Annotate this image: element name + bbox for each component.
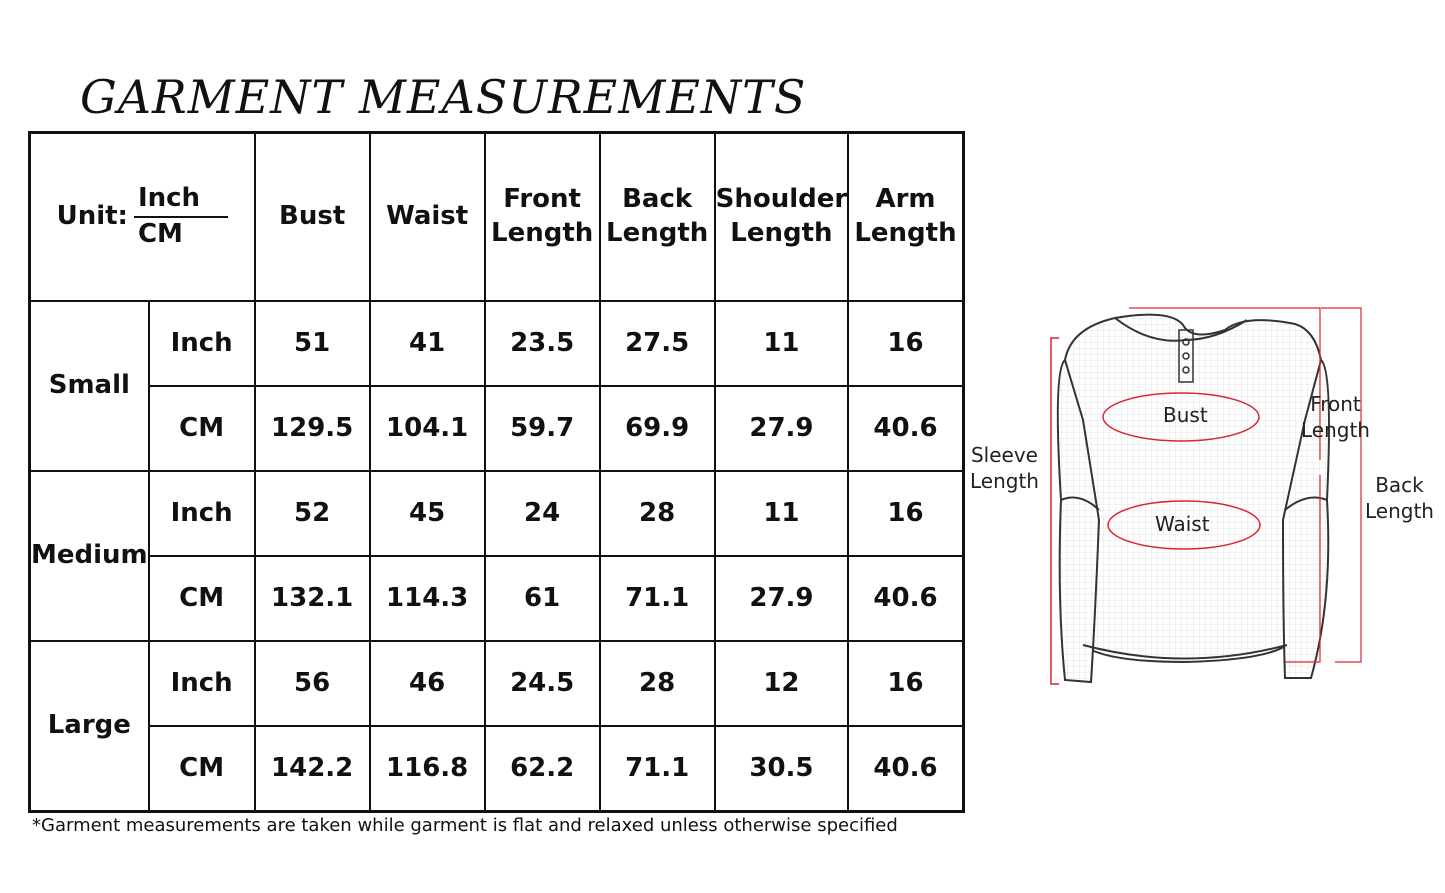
value-cell: 27.9 — [715, 556, 849, 641]
page-title: GARMENT MEASUREMENTS — [80, 70, 807, 124]
value-cell: 116.8 — [370, 726, 485, 812]
table-row — [30, 301, 964, 386]
value-cell: 40.6 — [848, 726, 963, 812]
unit-inch-label: Inch — [134, 182, 228, 218]
garment-diagram — [965, 300, 1445, 700]
unit-header-cell — [30, 133, 255, 302]
value-cell: 27.5 — [600, 301, 715, 386]
header-front-length: Front Length — [485, 133, 600, 302]
value-cell: 52 — [255, 471, 370, 556]
unit-cell: Inch — [149, 301, 255, 386]
value-cell: 56 — [255, 641, 370, 726]
value-cell: 28 — [600, 641, 715, 726]
value-cell: 40.6 — [848, 556, 963, 641]
waist-label: Waist — [1155, 512, 1210, 536]
header-back-length: Back Length — [600, 133, 715, 302]
value-cell: 51 — [255, 301, 370, 386]
value-cell: 71.1 — [600, 726, 715, 812]
header-shoulder-length: Shoulder Length — [715, 133, 849, 302]
header-waist: Waist — [370, 133, 485, 302]
table-row — [30, 726, 964, 812]
table-row — [30, 386, 964, 471]
value-cell: 30.5 — [715, 726, 849, 812]
back-length-label: Back Length — [1365, 473, 1434, 523]
unit-cell: Inch — [149, 471, 255, 556]
size-label-medium: Medium — [30, 471, 149, 641]
size-label-small: Small — [30, 301, 149, 471]
value-cell: 61 — [485, 556, 600, 641]
value-cell: 11 — [715, 301, 849, 386]
value-cell: 23.5 — [485, 301, 600, 386]
value-cell: 24 — [485, 471, 600, 556]
value-cell: 142.2 — [255, 726, 370, 812]
unit-cell: CM — [149, 386, 255, 471]
unit-label: Unit: — [56, 201, 128, 232]
value-cell: 27.9 — [715, 386, 849, 471]
header-arm-length: Arm Length — [848, 133, 963, 302]
value-cell: 59.7 — [485, 386, 600, 471]
unit-cm-label: CM — [137, 219, 183, 249]
value-cell: 16 — [848, 641, 963, 726]
footnote: *Garment measurements are taken while garment is flat and relaxed unless otherwise specified — [32, 815, 898, 836]
table-row — [30, 471, 964, 556]
value-cell: 45 — [370, 471, 485, 556]
size-chart-table — [28, 131, 965, 813]
value-cell: 46 — [370, 641, 485, 726]
value-cell: 69.9 — [600, 386, 715, 471]
value-cell: 62.2 — [485, 726, 600, 812]
value-cell: 40.6 — [848, 386, 963, 471]
value-cell: 16 — [848, 471, 963, 556]
bust-label: Bust — [1163, 403, 1208, 427]
value-cell: 129.5 — [255, 386, 370, 471]
table-row — [30, 556, 964, 641]
value-cell: 104.1 — [370, 386, 485, 471]
table-row — [30, 641, 964, 726]
value-cell: 16 — [848, 301, 963, 386]
value-cell: 132.1 — [255, 556, 370, 641]
value-cell: 24.5 — [485, 641, 600, 726]
value-cell: 11 — [715, 471, 849, 556]
unit-cell: CM — [149, 556, 255, 641]
value-cell: 71.1 — [600, 556, 715, 641]
value-cell: 28 — [600, 471, 715, 556]
sleeve-length-label: Sleeve Length — [970, 443, 1039, 493]
front-length-label: Front Length — [1301, 392, 1370, 442]
value-cell: 41 — [370, 301, 485, 386]
header-bust: Bust — [255, 133, 370, 302]
value-cell: 12 — [715, 641, 849, 726]
header-row — [30, 133, 964, 302]
value-cell: 114.3 — [370, 556, 485, 641]
unit-cell: Inch — [149, 641, 255, 726]
unit-cell: CM — [149, 726, 255, 812]
size-label-large: Large — [30, 641, 149, 812]
